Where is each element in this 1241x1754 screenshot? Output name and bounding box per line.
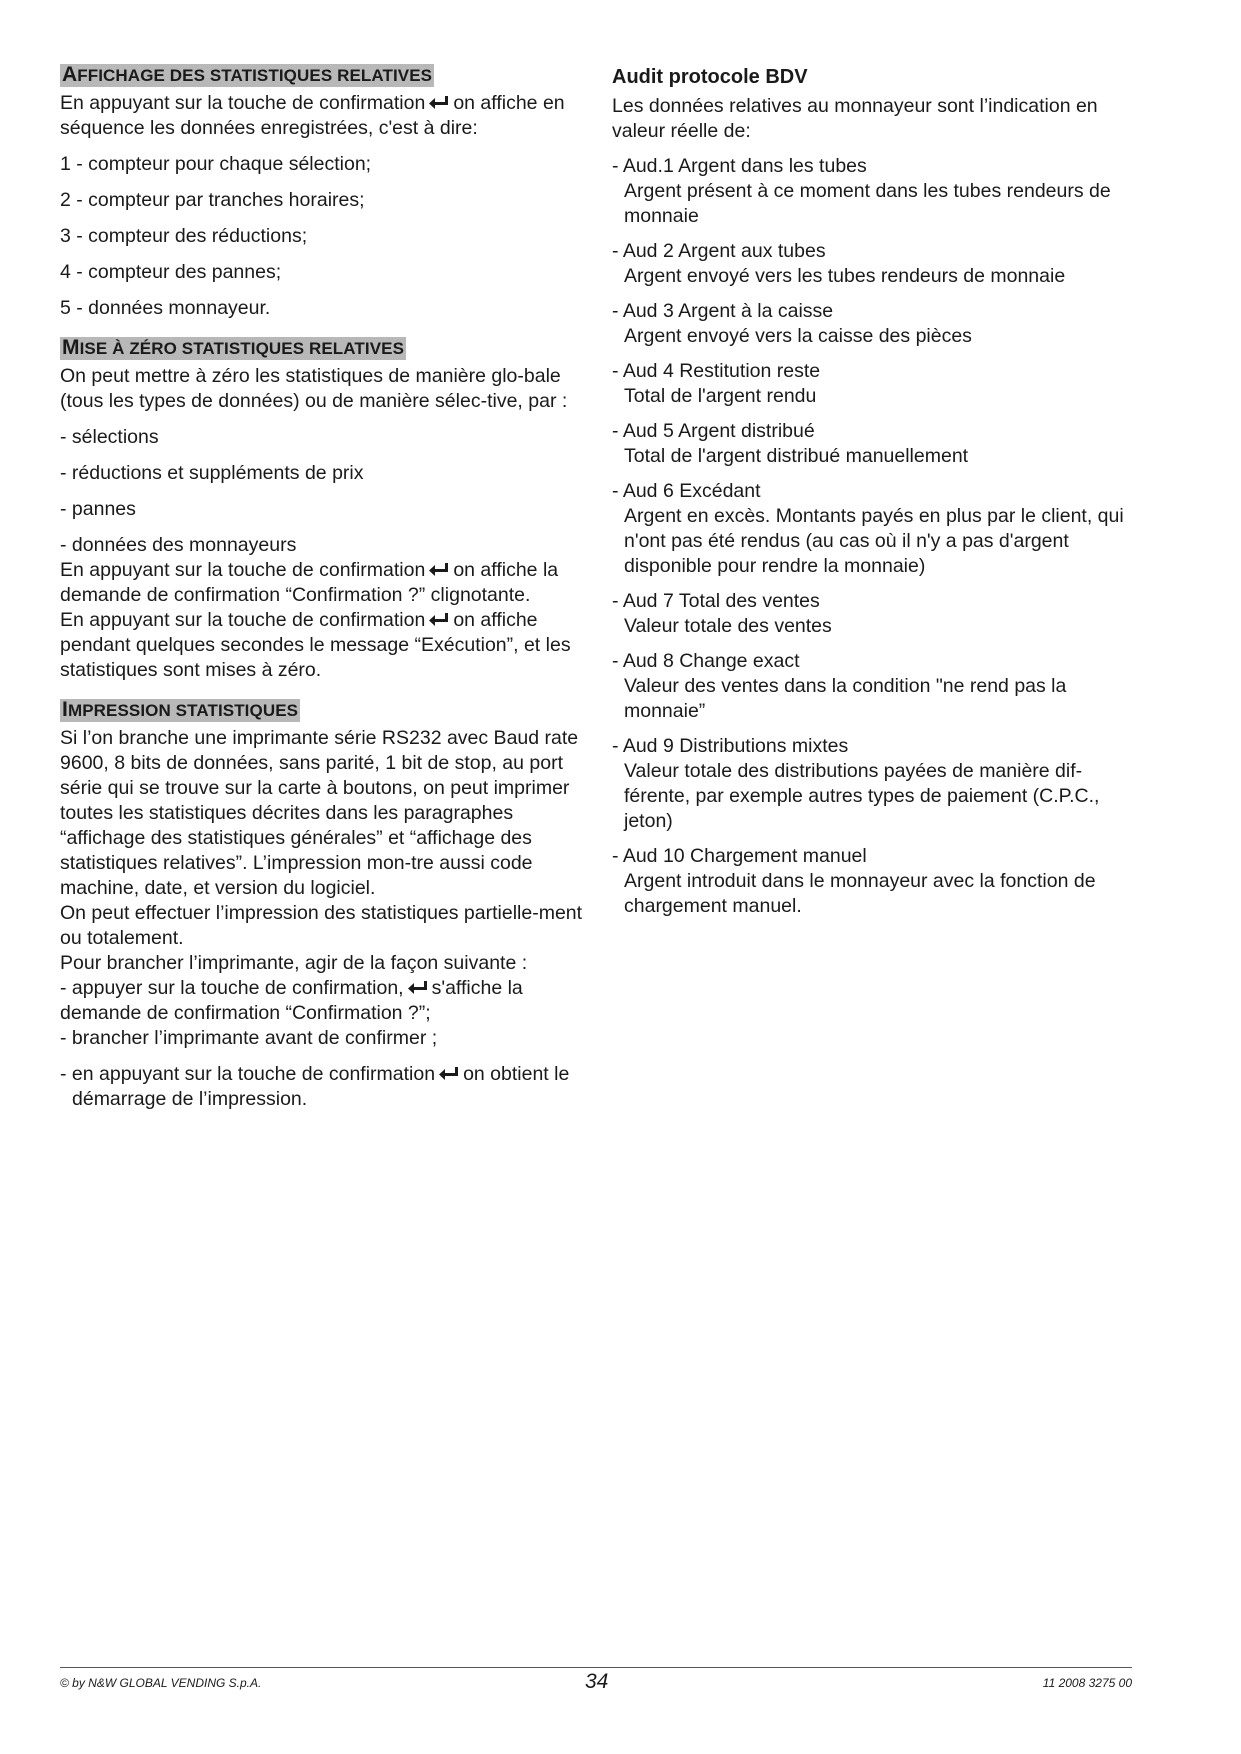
audit-item (612, 844, 1142, 919)
document-code: 11 2008 3275 00 (1042, 1676, 1132, 1690)
audit-item-title: - Aud 2 Argent aux tubes (612, 240, 826, 262)
audit-item (612, 479, 1142, 579)
audit-item-title: - Aud 6 Excédant (612, 480, 761, 502)
enter-key-icon (428, 562, 450, 578)
list-item: 5 - données monnayeur. (60, 297, 271, 319)
paragraph: Si l’on branche une imprimante série RS232 avec Baud rate 9600, 8 bits de données, sans parité, 1 bit de stop, au port série qui se trouve sur la carte à boutons, on peut imprimer toutes les statistiques décrites dans les paragraphes “affichage des statistiques générales” et “affichage des statistiques relatives”. L’impression mon-tre aussi code machine, date, et version du logiciel. (60, 727, 579, 899)
audit-item-desc: Valeur totale des ventes (624, 615, 832, 637)
audit-item-desc: Total de l'argent distribué manuellement (624, 445, 969, 467)
audit-item (612, 734, 1142, 834)
audit-item-title: - Aud.1 Argent dans les tubes (612, 155, 867, 177)
audit-item (612, 359, 1142, 409)
audit-item (612, 299, 1142, 349)
audit-item-desc: Argent envoyé vers les tubes rendeurs de monnaie (624, 265, 1066, 287)
section-heading-mise-a-zero: MISE À ZÉRO STATISTIQUES RELATIVES (62, 336, 405, 359)
list-item: - réductions et suppléments de prix (60, 462, 364, 484)
audit-item-title: - Aud 5 Argent distribué (612, 420, 815, 442)
list-item: - en appuyant sur la touche de confirmation on obtient le démarrage de l’impression. (60, 1063, 570, 1110)
audit-item-title: - Aud 3 Argent à la caisse (612, 300, 834, 322)
audit-item-title: - Aud 9 Distributions mixtes (612, 735, 849, 757)
audit-item (612, 239, 1142, 289)
list-item: 4 - compteur des pannes; (60, 261, 282, 283)
audit-item (612, 649, 1142, 724)
paragraph: On peut effectuer l’impression des statistiques partielle-ment ou totalement. (60, 902, 583, 949)
audit-item-desc: Total de l'argent rendu (624, 385, 817, 407)
page-footer (60, 1667, 1132, 1693)
page-number: 34 (585, 1670, 609, 1693)
audit-item-desc: Argent introduit dans le monnayeur avec la fonction de chargement manuel. (624, 870, 1096, 917)
list-item: - appuyer sur la touche de confirmation, s'affiche la demande de confirmation “Confirmation ?”; (60, 977, 523, 1024)
audit-item-desc: Valeur des ventes dans la condition "ne rend pas la monnaie” (624, 675, 1067, 722)
left-column (60, 64, 590, 1112)
paragraph: En appuyant sur la touche de confirmation on affiche pendant quelques secondes le message “Exécution”, et les statistiques sont mises à zéro. (60, 609, 571, 681)
audit-item-desc: Argent envoyé vers la caisse des pièces (624, 325, 972, 347)
paragraph: Pour brancher l’imprimante, agir de la façon suivante : (60, 952, 528, 974)
enter-key-icon (428, 612, 450, 628)
section-heading-impression: IMPRESSION STATISTIQUES (62, 698, 299, 721)
list-item: 1 - compteur pour chaque sélection; (60, 153, 372, 175)
list-item: - brancher l’imprimante avant de confirmer ; (60, 1027, 438, 1049)
enter-key-icon (407, 980, 429, 996)
audit-item-title: - Aud 10 Chargement manuel (612, 845, 867, 867)
copyright: © by N&W GLOBAL VENDING S.p.A. (60, 1676, 262, 1690)
enter-key-icon (428, 95, 450, 111)
list-item: 3 - compteur des réductions; (60, 225, 308, 247)
audit-item-desc: Argent en excès. Montants payés en plus par le client, qui n'ont pas été rendus (au cas où il n'y a pas d'argent disponible pour rendre la monnaie) (624, 505, 1124, 577)
list-item: 2 - compteur par tranches horaires; (60, 189, 365, 211)
audit-item-title: - Aud 8 Change exact (612, 650, 800, 672)
paragraph: On peut mettre à zéro les statistiques de manière glo-bale (tous les types de données) ou de manière sélec-tive, par : (60, 365, 568, 412)
right-column (612, 64, 1142, 919)
audit-item-title: - Aud 7 Total des ventes (612, 590, 820, 612)
paragraph: En appuyant sur la touche de confirmation on affiche la demande de confirmation “Confirmation ?” clignotante. (60, 559, 559, 606)
audit-item (612, 419, 1142, 469)
audit-item-desc: Argent présent à ce moment dans les tubes rendeurs de monnaie (624, 180, 1111, 227)
list-item: - données des monnayeurs (60, 534, 297, 556)
audit-item-desc: Valeur totale des distributions payées de manière dif-férente, par exemple autres types de paiement (C.P.C., jeton) (624, 760, 1100, 832)
paragraph: Les données relatives au monnayeur sont l’indication en valeur réelle de: (612, 95, 1098, 142)
section-title-audit: Audit protocole BDV (612, 66, 808, 88)
audit-item-title: - Aud 4 Restitution reste (612, 360, 821, 382)
enter-key-icon (438, 1066, 460, 1082)
list-item: - sélections (60, 426, 159, 448)
audit-item (612, 154, 1142, 229)
section-heading-affichage: AFFICHAGE DES STATISTIQUES RELATIVES (62, 63, 433, 86)
list-item: - pannes (60, 498, 136, 520)
paragraph: En appuyant sur la touche de confirmation on affiche en séquence les données enregistrées, c'est à dire: (60, 92, 565, 139)
audit-item (612, 589, 1142, 639)
